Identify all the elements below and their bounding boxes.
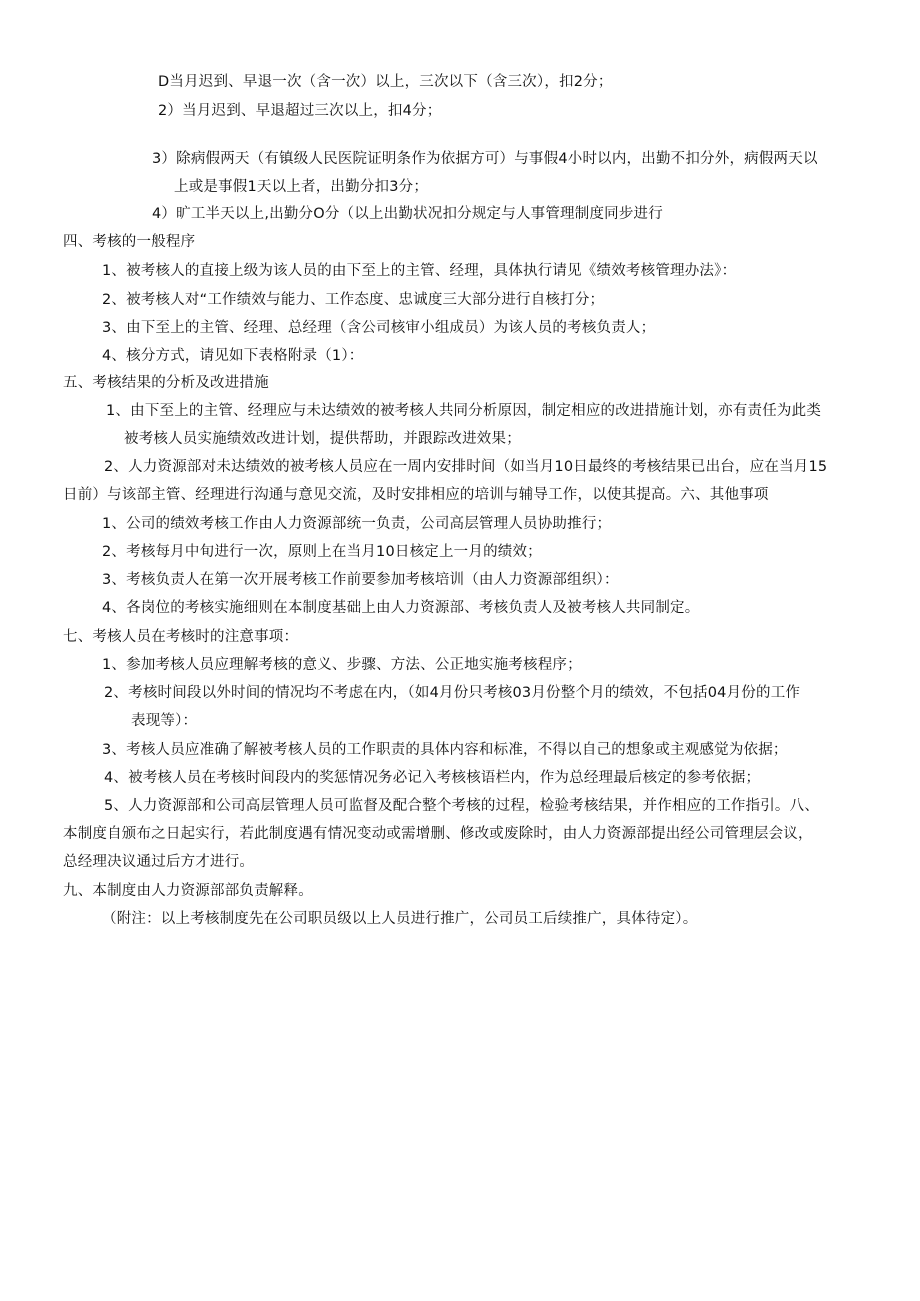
rule-attendance-d: D当月迟到、早退一次（含一次）以上，三次以下（含三次），扣2分； (158, 74, 613, 90)
section4-item-1: 1、被考核人的直接上级为该人员的由下至上的主管、经理，具体执行请见《绩效考核管理办法》： (102, 263, 737, 279)
section6-item-2: 2、考核每月中旬进行一次，原则上在当月10日核定上一月的绩效； (102, 544, 542, 560)
section-heading-7: 七、考核人员在考核时的注意事项： (63, 629, 299, 645)
section-heading-9: 九、本制度由人力资源部部负责解释。 (63, 883, 313, 899)
rule-attendance-4: 4）旷工半天以上,出勤分O分（以上出勤状况扣分规定与人事管理制度同步进行 (152, 206, 663, 222)
section4-item-4: 4、核分方式，请见如下表格附录（1）： (102, 348, 364, 364)
rule-attendance-3: 3）除病假两天（有镇级人民医院证明条作为依据方可）与事假4小时以内，出勤不扣分外，病假两天以 (152, 151, 818, 167)
rule-attendance-3-cont: 上或是事假1天以上者，出勤分扣3分； (174, 179, 429, 195)
appendix-note: （附注：以上考核制度先在公司职员级以上人员进行推广，公司员工后续推广，具体待定）。 (102, 911, 698, 927)
rule-attendance-2: 2）当月迟到、早退超过三次以上，扣4分； (158, 103, 442, 119)
section7-item-3: 3、考核人员应准确了解被考核人员的工作职责的具体内容和标准，不得以自己的想象或主观感觉为依据； (102, 742, 788, 758)
section5-item-2: 2、人力资源部对未达绩效的被考核人员应在一周内安排时间（如当月10日最终的考核结果已出台，应在当月15 (104, 459, 828, 475)
section4-item-2: 2、被考核人对“工作绩效与能力、工作态度、忠诚度三大部分进行自核打分； (102, 292, 605, 308)
section7-item-2: 2、考核时间段以外时间的情况均不考虑在内，（如4月份只考核03月份整个月的绩效，不包括04月份的工作 (104, 685, 801, 701)
section8-text: 本制度自颁布之日起实行，若此制度遇有情况变动或需增删、修改或废除时，由人力资源部提出经公司管理层会议， (63, 826, 813, 842)
section6-item-4: 4、各岗位的考核实施细则在本制度基础上由人力资源部、考核负责人及被考核人共同制定。 (102, 600, 700, 616)
section5-item-1: 1、由下至上的主管、经理应与未达绩效的被考核人共同分析原因，制定相应的改进措施计划，亦有责任为此类 (106, 403, 822, 419)
section7-item-4: 4、被考核人员在考核时间段内的奖惩情况务必记入考核核语栏内，作为总经理最后核定的参考依据； (104, 770, 761, 786)
section7-item-2-cont: 表现等）： (131, 713, 198, 729)
section-heading-4: 四、考核的一般程序 (63, 234, 196, 250)
section7-item-5: 5、人力资源部和公司高层管理人员可监督及配合整个考核的过程，检验考核结果，并作相应的工作指引。八、 (104, 798, 820, 814)
section7-item-1: 1、参加考核人员应理解考核的意义、步骤、方法、公正地实施考核程序； (102, 657, 582, 673)
section4-item-3: 3、由下至上的主管、经理、总经理（含公司核审小组成员）为该人员的考核负责人； (102, 320, 656, 336)
section6-item-3: 3、考核负责人在第一次开展考核工作前要参加考核培训（由人力资源部组织）： (102, 572, 619, 588)
section5-item-2-cont: 日前）与该部主管、经理进行沟通与意见交流，及时安排相应的培训与辅导工作，以使其提高。六、其他事项 (63, 487, 769, 503)
section5-item-1-cont: 被考核人员实施绩效改进计划，提供帮助，并跟踪改进效果； (124, 431, 521, 447)
section-heading-5: 五、考核结果的分析及改进措施 (63, 375, 269, 391)
section8-text-cont: 总经理决议通过后方才进行。 (63, 854, 255, 870)
section6-item-1: 1、公司的绩效考核工作由人力资源部统一负责，公司高层管理人员协助推行； (102, 516, 612, 532)
